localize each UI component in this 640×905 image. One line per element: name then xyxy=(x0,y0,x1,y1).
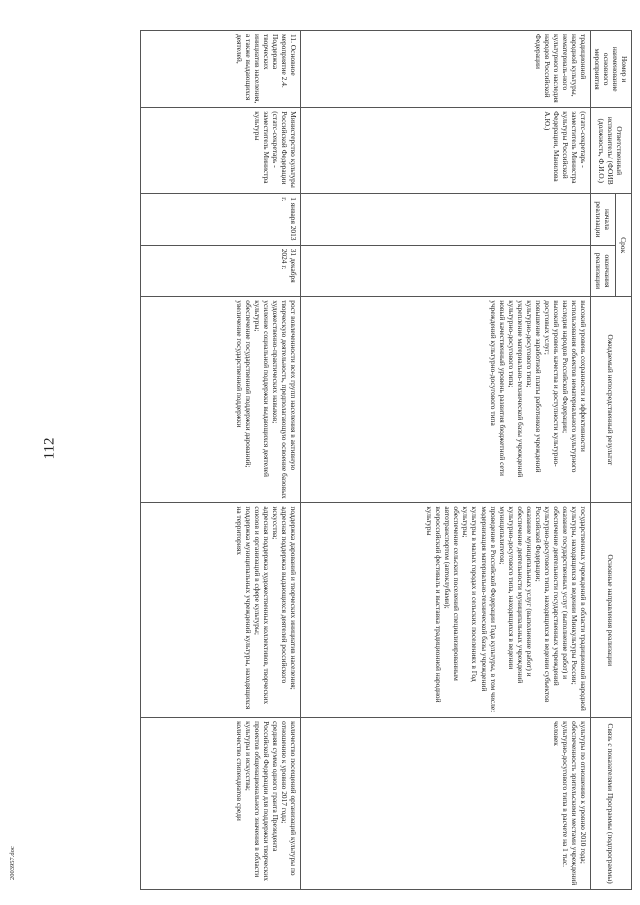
cell-end: 31 декабря 2024 г. xyxy=(140,245,300,297)
footer-area xyxy=(3,846,48,888)
header-directions: Основные направления реализации xyxy=(590,503,631,718)
cell-link: культуры по отношению к уровню 2010 года; обеспеченность зрительскими местами учреждений культурно-досугового типа в расчете на 1 тыс. человек xyxy=(300,718,590,890)
table-row xyxy=(140,31,300,890)
cell-directions: поддержка дарований и творческих инициатив населения; адресная поддержка выдающихся деятелей российского искусства; адресная поддержка художественных коллективов, творческих союзов и организаций в сфере культуры; поддержка муниципальных учреждений культуры, находящихся на территориях xyxy=(140,503,300,718)
row-number: 11. xyxy=(288,34,298,43)
header-end: окончания реализации xyxy=(590,245,616,297)
cell-name: 11. Основное мероприятие 2.4. Поддержка творческих инициатив населения, а также выдающихся деятелей, xyxy=(140,31,300,108)
cell-directions: государственных учреждений в области традиционной народной культуры, находящихся в ведении Минкультуры России; оказание государственных услуг (выполнение работ) и обеспечение деятельности государственных учреждений культурно-досугового типа, находящихся в ведении субъектов Российской Федерации; оказание муниципальных услуг (выполнение работ) и обеспечение деятельности муниципальных учреждений культурно-досугового типа, находящихся в ведении муниципалитетов; проведение в Российской Федерации Года культуры, в том числе: модернизация материально-технической базы учреждений культуры в малых городах и сельских поселениях в Год культуры; обеспечение сельских поселений специализированным автотранспортом (автоклубами); всероссийский фестиваль и выставка традиционной народной культуры xyxy=(300,503,590,718)
table-row xyxy=(300,31,590,890)
footer-filename: 2003957.doc xyxy=(9,846,16,880)
cell-name: традиционной народной культуры, нематериаль-ного культурного наследия народов Российской Федерации xyxy=(300,31,590,108)
header-row xyxy=(616,31,632,890)
rotated-table-container xyxy=(112,30,632,890)
cell-link: количество посещений организаций культуры по отношению к уровню 2017 года; средняя сумма одного гранта Президента Российской Федерации для поддержки творческих проектов общенационального значения в области культуры и искусства; количество стипендиатов среди xyxy=(140,718,300,890)
header-term: Срок xyxy=(616,194,632,297)
header-num: Номер и наименование основного мероприятия xyxy=(590,31,631,108)
header-result: Ожидаемый непосредственный результат xyxy=(590,297,631,503)
page-number: 112 xyxy=(41,437,58,460)
program-table xyxy=(140,30,632,890)
cell-result: рост вовлеченности всех групп населения в активную творческую деятельность, предполагающую освоение базовых художественно-практических навыков; усиление социальной поддержки выдающихся деятелей культуры; обеспечение государственной поддержки дарований; увеличение государственной поддержки xyxy=(140,297,300,503)
cell-start xyxy=(300,194,590,246)
header-responsible: Ответственный исполнитель/ (ФОИВ (должность, Ф.И.О.) xyxy=(590,108,631,194)
cell-result: высокий уровень сохранности и эффективности использования объектов нематериального культурного наследия народов Российской Федерации; высокий уровень качества и доступности культурно-досуговых услуг; повышение заработной платы работников учреждений культурно-досугового типа; укрепление материально-технической базы учреждений культурно-досугового типа; новый качественный уровень развития бюджетной сети учреждений культурно-досугового типа xyxy=(300,297,590,503)
header-link: Связь с показателями Программы (подпрограммы) xyxy=(590,718,631,890)
cell-responsible: (статс-секретарь - заместитель Министра культуры Российской Федерации, Манилова А.Ю.) xyxy=(300,108,590,194)
cell-start: 1 января 2013 г. xyxy=(140,194,300,246)
cell-responsible: Министерство культуры Российской Федерации (статс-секретарь - заместитель Министра культуры xyxy=(140,108,300,194)
header-start: начала реализации xyxy=(590,194,616,246)
cell-end xyxy=(300,245,590,297)
